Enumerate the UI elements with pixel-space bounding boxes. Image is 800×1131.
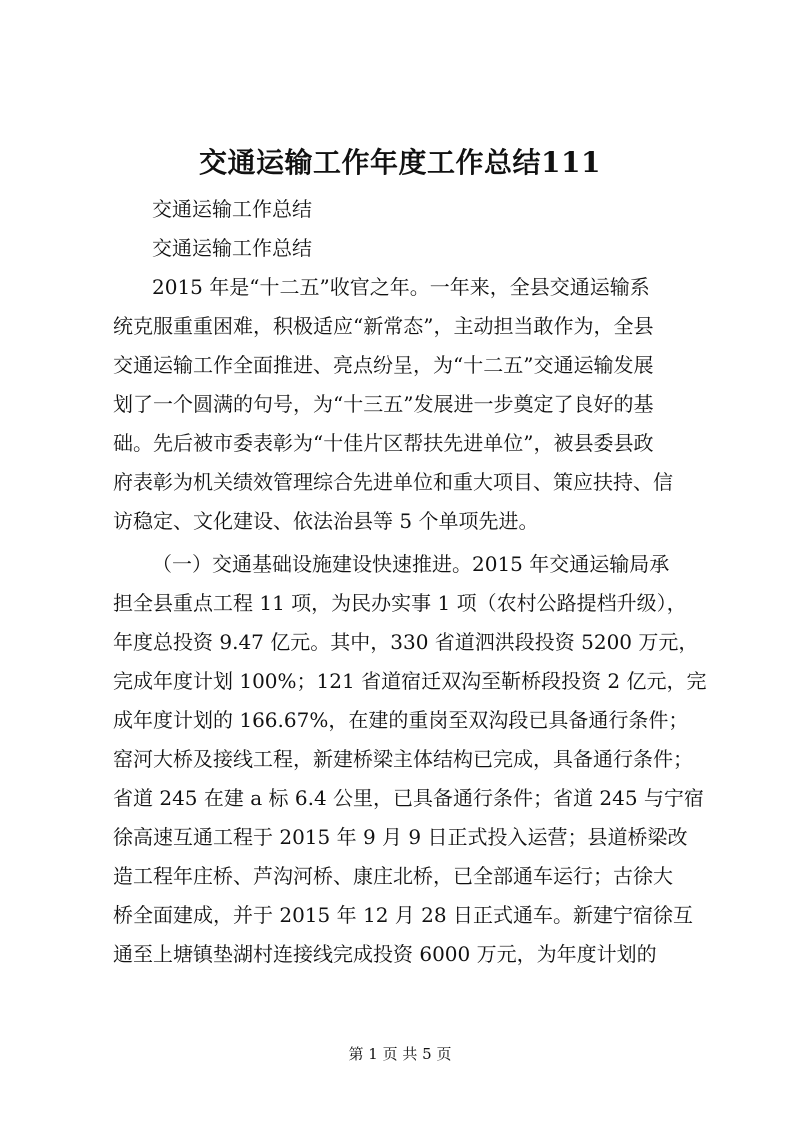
- paragraph-line: 造工程年庄桥、芦沟河桥、康庄北桥，已全部通车运行；古徐大: [113, 864, 673, 888]
- subheading: 交通运输工作总结: [152, 236, 312, 260]
- page-indicator: 第 1 页 共 5 页: [348, 1045, 452, 1063]
- paragraph-line: 划了一个圆满的句号，为“十三五”发展进一步奠定了良好的基: [113, 392, 654, 416]
- paragraph-line: （一）交通基础设施建设快速推进。2015 年交通运输局承: [152, 552, 670, 576]
- paragraph-line: 通至上塘镇垫湖村连接线完成投资 6000 万元，为年度计划的: [113, 942, 657, 966]
- paragraph-line: 徐高速互通工程于 2015 年 9 月 9 日正式投入运营；县道桥梁改: [113, 825, 688, 849]
- paragraph-line: 统克服重重困难，积极适应“新常态”，主动担当敢作为，全县: [113, 314, 654, 338]
- paragraph-line: 交通运输工作全面推进、亮点纷呈，为“十二五”交通运输发展: [113, 353, 654, 377]
- paragraph-line: 础。先后被市委表彰为“十佳片区帮扶先进单位”，被县委县政: [113, 431, 654, 455]
- paragraph-line: 年度总投资 9.47 亿元。其中，330 省道泗洪段投资 5200 万元，: [113, 630, 699, 654]
- paragraph-line: 担全县重点工程 11 项，为民办实事 1 项（农村公路提档升级），: [113, 591, 687, 615]
- paragraph-line: 2015 年是“十二五”收官之年。一年来，全县交通运输系: [152, 275, 650, 299]
- paragraph-line: 窑河大桥及接线工程，新建桥梁主体结构已完成，具备通行条件；: [113, 747, 693, 771]
- paragraph-line: 桥全面建成，并于 2015 年 12 月 28 日正式通车。新建宁宿徐互: [113, 903, 693, 927]
- paragraph-line: 成年度计划的 166.67%，在建的重岗至双沟段已具备通行条件；: [113, 708, 689, 732]
- paragraph-line: 省道 245 在建 a 标 6.4 公里，已具备通行条件；省道 245 与宁宿: [113, 786, 704, 810]
- subheading: 交通运输工作总结: [152, 197, 312, 221]
- paragraph-line: 府表彰为机关绩效管理综合先进单位和重大项目、策应扶持、信: [113, 470, 673, 494]
- paragraph-line: 访稳定、文化建设、依法治县等 5 个单项先进。: [113, 509, 539, 533]
- paragraph-line: 完成年度计划 100%；121 省道宿迁双沟至靳桥段投资 2 亿元，完: [113, 669, 707, 693]
- document-title: 交通运输工作年度工作总结111: [199, 146, 601, 179]
